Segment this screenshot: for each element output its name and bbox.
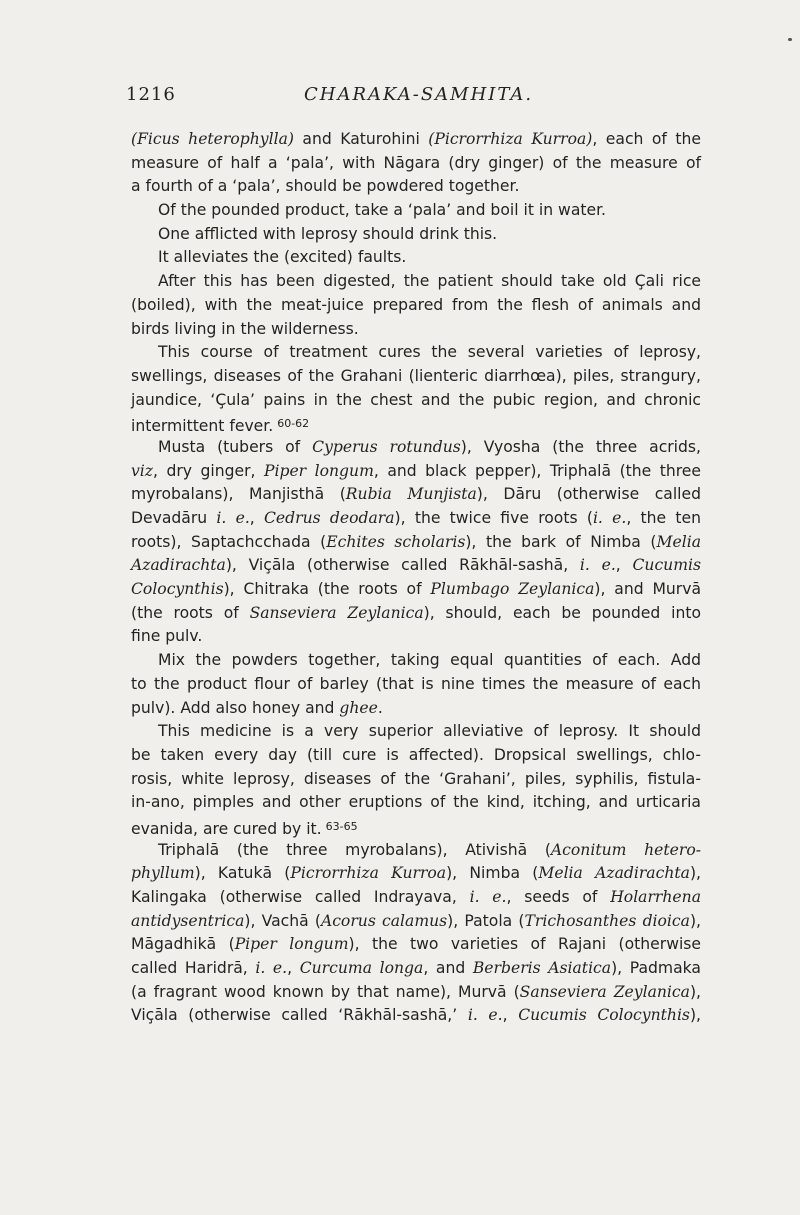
text-line: (the roots of Sanseviera Zeylanica), should, each be pounded into [131, 603, 701, 622]
text-line: myrobalans), Manjisthā (Rubia Munjista), Dāru (otherwise called [131, 485, 701, 504]
text-line: roots), Saptachcchada (Echites scholaris), the bark of Nimba (Melia [131, 532, 701, 551]
text-line: birds living in the wilderness. [131, 319, 359, 338]
paragraph-line: After this has been digested, the patient should take old Çali rice [158, 272, 701, 291]
text-line: (Ficus heterophylla) and Katurohini (Picrorrhiza Kurroa), each of the [131, 130, 701, 148]
paragraph-line: This medicine is a very superior alleviative of leprosy. It should [158, 722, 701, 741]
text-line: Colocynthis), Chitraka (the roots of Plumbago Zeylanica), and Murvā [131, 580, 701, 599]
text-line: Devadāru i. e., Cedrus deodara), the twice five roots (i. e., the ten [131, 509, 701, 527]
body-text [131, 128, 701, 1028]
verse-number: 63-65 [325, 819, 358, 833]
text-line: swellings, diseases of the Grahani (lienteric diarrhœa), piles, strangury, [131, 366, 701, 385]
text-line: fine pulv. [131, 627, 203, 646]
paragraph-line: Of the pounded product, take a ‘pala’ and boil it in water. [158, 201, 607, 220]
text-line: Māgadhikā (Piper longum), the two varieties of Rajani (otherwise [131, 935, 701, 954]
page-number: 1216 [126, 84, 176, 105]
text-line: evanida, are cured by it. $^{63-65}$ [131, 819, 358, 838]
text-line: be taken every day (till cure is affected). Dropsical swellings, chlo- [131, 745, 701, 764]
paragraph-line: One afflicted with leprosy should drink this. [158, 224, 498, 243]
scan-speck [788, 38, 792, 41]
paragraph-line: Musta (tubers of Cyperus rotundus), Vyosha (the three acrids, [158, 437, 701, 456]
text-line: rosis, white leprosy, diseases of the ‘Grahani’, piles, syphilis, fistula- [131, 769, 701, 788]
paragraph-line: This course of treatment cures the several varieties of leprosy, [158, 343, 701, 362]
paragraph-line: Mix the powders together, taking equal quantities of each. Add [158, 651, 701, 670]
text-line: (boiled), with the meat-juice prepared from the flesh of animals and [131, 295, 701, 314]
text-line: Viçāla (otherwise called ‘Rākhāl-sashā,’ i. e., Cucumis Colocynthis), [131, 1006, 701, 1025]
text-line: intermittent fever. $^{60-62}$ [131, 417, 310, 436]
text-line: measure of half a ‘pala’, with Nāgara (dry ginger) of the measure of [131, 153, 701, 172]
text-line: Kalingaka (otherwise called Indrayava, i. e., seeds of Holarrhena [131, 888, 701, 906]
text-line: jaundice, ‘Çula’ pains in the chest and the pubic region, and chronic [131, 390, 701, 409]
text-line: in-ano, pimples and other eruptions of the kind, itching, and urticaria [131, 793, 701, 812]
text-line: (a fragrant wood known by that name), Murvā (Sanseviera Zeylanica), [131, 982, 701, 1001]
paragraph-line: Triphalā (the three myrobalans), Ativishā (Aconitum hetero- [158, 840, 701, 859]
text-line: Azadirachta), Viçāla (otherwise called Rākhāl-sashā, i. e., Cucumis [131, 556, 701, 575]
verse-number: 60-62 [277, 417, 310, 431]
text-line: to the product flour of barley (that is nine times the measure of each [131, 674, 701, 693]
text-line: a fourth of a ‘pala’, should be powdered together. [131, 177, 520, 196]
text-line: pulv). Add also honey and ghee. [131, 698, 383, 717]
running-title: CHARAKA-SAMHITA. [304, 84, 534, 105]
text-line: antidysentrica), Vachā (Acorus calamus), Patola (Trichosanthes dioica), [131, 911, 701, 930]
text-line: called Haridrā, i. e., Curcuma longa, and Berberis Asiatica), Padmaka [131, 959, 701, 978]
text-line: viz, dry ginger, Piper longum, and black pepper), Triphalā (the three [131, 461, 701, 480]
page-header [126, 84, 706, 114]
paragraph-line: It alleviates the (excited) faults. [158, 248, 407, 267]
text-line: phyllum), Katukā (Picrorrhiza Kurroa), Nimba (Melia Azadirachta), [131, 864, 701, 883]
